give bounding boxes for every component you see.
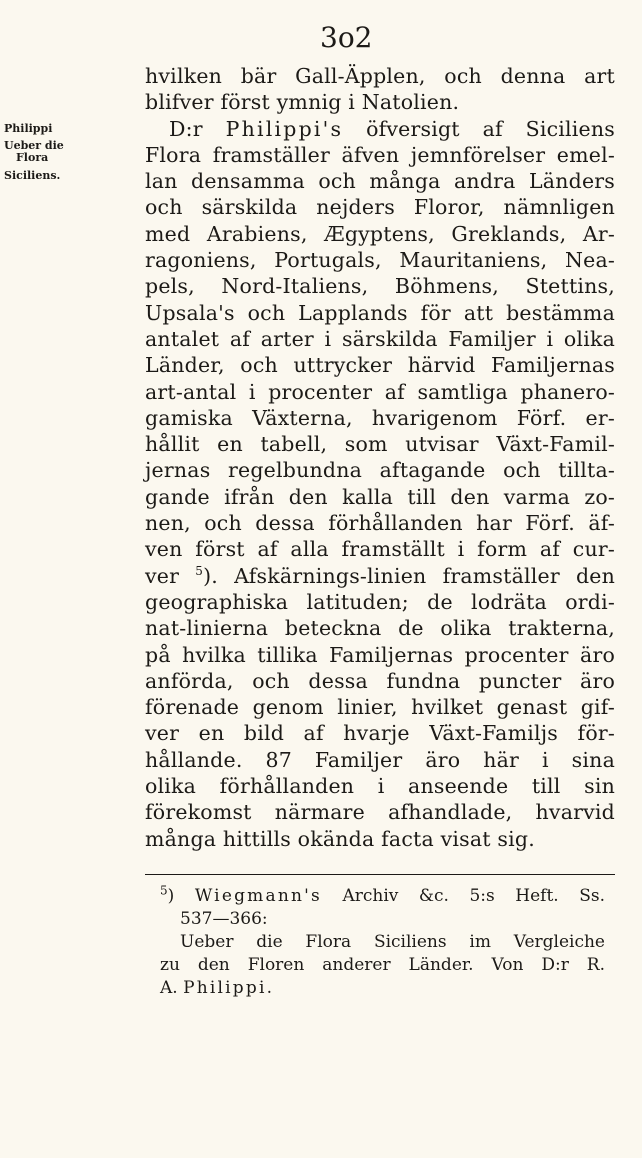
page-number: 3o2 xyxy=(320,21,373,54)
text-line: lan densamma och många andra Länders xyxy=(145,169,615,194)
text-line: förenade genom linier, hvilket genast gif- xyxy=(145,695,615,720)
footnote-author: Wiegmann's xyxy=(194,886,322,906)
text-line: Upsala's och Lapplands för att bestämma xyxy=(145,300,615,325)
text-line: Flora framställer äfven jemnförelser emel- xyxy=(145,142,615,167)
footnote-initial: A. xyxy=(160,978,178,998)
text-line: Länder, och uttrycker härvid Familjernas xyxy=(145,353,615,378)
text-line: hvilken bär Gall-Äpplen, och denna art xyxy=(145,64,615,88)
footnote-surname: Philippi. xyxy=(183,978,275,998)
footnote-divider xyxy=(145,874,615,875)
text-line: många hittills okända facta visat sig. xyxy=(145,826,535,851)
text-line: på hvilka tillika Familjernas procenter äro xyxy=(145,642,615,667)
text-line: blifver först ymnig i Natolien. xyxy=(145,90,460,115)
text-line: anförda, och dessa fundna puncter äro xyxy=(145,668,615,693)
text-line: förekomst närmare afhandlade, hvarvid xyxy=(145,800,615,825)
text-line: geographiska latituden; de lodräta ordi- xyxy=(145,589,615,614)
text-line: jernas regelbundna aftagande och tillta- xyxy=(145,458,615,483)
main-text xyxy=(145,63,615,852)
text-line: nat-linierna beteckna de olika trakterna, xyxy=(145,616,615,641)
margin-note-siciliens: Siciliens. xyxy=(4,169,61,182)
footnote-ref: 5 xyxy=(195,563,204,578)
text-line: ven först af alla framställt i form af cur- xyxy=(145,537,615,562)
text-line-rest: öfversigt af Siciliens xyxy=(366,116,616,141)
footnote-line: zu den Floren anderer Länder. Von D:r R. xyxy=(160,955,605,975)
footnote-text: Archiv &c. 5:s Heft. Ss. xyxy=(342,886,605,906)
text-line: hållande. 87 Familjer äro här i sina xyxy=(145,747,615,772)
text-line xyxy=(145,116,615,142)
text-line: ragoniens, Portugals, Mauritaniens, Nea- xyxy=(145,248,615,273)
text-line: gamiska Växterna, hvarigenom Förf. er- xyxy=(145,405,615,430)
margin-note-ueber-die: Ueber die xyxy=(4,139,64,152)
footnote-marker: 5 xyxy=(160,883,168,898)
footnote-line xyxy=(160,885,605,908)
text-line: art-antal i procenter af samtliga phanero- xyxy=(145,379,615,404)
footnote-line: 537—366: xyxy=(180,909,268,929)
text-line: med Arabiens, Ægyptens, Greklands, Ar- xyxy=(145,221,615,246)
text-line-rest: ). Afskärnings-linien framställer den xyxy=(203,563,616,588)
text-line: och särskilda nejders Floror, nämnligen xyxy=(145,195,615,220)
text-line: hållit en tabell, som utvisar Växt-Famil- xyxy=(145,432,615,457)
text-line: antalet af arter i särskilda Familjer i olika xyxy=(145,326,615,351)
margin-note-flora: Flora xyxy=(16,151,49,164)
title-abbrev: D:r xyxy=(169,116,203,141)
text-line: gande ifrån den kalla till den varma zo- xyxy=(145,484,615,509)
text-line xyxy=(145,563,615,589)
text-line: olika förhållanden i anseende till sin xyxy=(145,774,615,799)
footnote-paren: ) xyxy=(167,886,175,906)
text-word: ver xyxy=(145,563,180,588)
text-line: ver en bild af hvarje Växt-Familjs för- xyxy=(145,721,615,746)
footnote xyxy=(160,885,605,1000)
text-line: nen, och dessa förhållanden har Förf. äf- xyxy=(145,511,615,536)
text-line: pels, Nord-Italiens, Böhmens, Stettins, xyxy=(145,274,615,299)
footnote-line xyxy=(160,977,605,1000)
author-name: Philippi's xyxy=(225,116,344,141)
margin-note-author: Philippi xyxy=(4,122,53,135)
footnote-line: Ueber die Flora Siciliens im Vergleiche xyxy=(180,932,605,952)
